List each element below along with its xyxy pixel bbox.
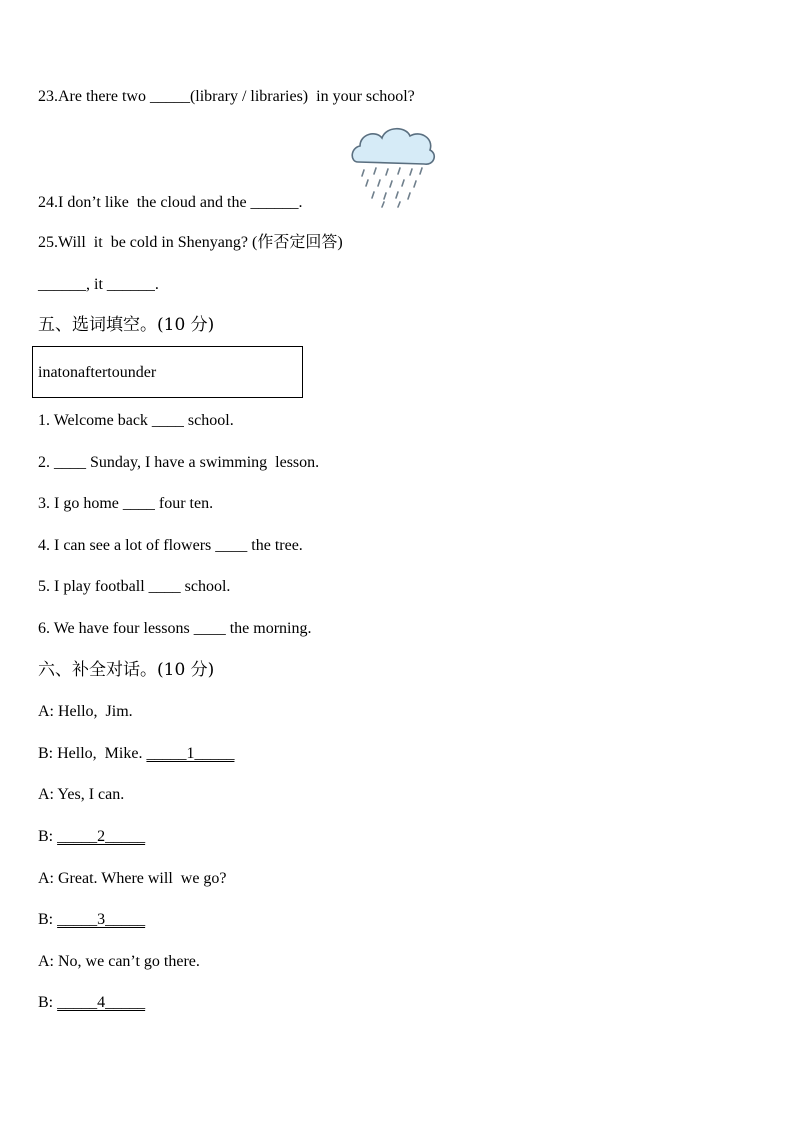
dialogue-line-6: [38, 910, 145, 930]
question-24: 24.I don’t like the cloud and the ______.: [38, 194, 303, 211]
fill-item-3: 3. I go home ____ four ten.: [38, 495, 214, 512]
dialogue-line-2: [38, 744, 234, 764]
dialogue-line-7: A: No, we can’t go there.: [38, 953, 200, 970]
fill-item-5: 5. I play football ____ school.: [38, 578, 231, 595]
dialogue-speaker: B:: [38, 994, 58, 1011]
dialogue-blank-3: _____3_____: [57, 911, 146, 928]
question-23: 23.Are there two _____(library / libraries) in your school?: [38, 88, 415, 105]
rain-cloud-image: [348, 122, 438, 208]
dialogue-speaker: B: Hello, Mike.: [38, 745, 147, 762]
dialogue-line-5: A: Great. Where will we go?: [38, 870, 227, 887]
dialogue-line-1: A: Hello, Jim.: [38, 703, 133, 720]
dialogue-speaker: B:: [38, 911, 58, 928]
section-5-title: 五、选词填空。(10 分): [38, 315, 215, 335]
question-25-answer: ______, it ______.: [38, 276, 159, 293]
dialogue-blank-1: _____1_____: [146, 745, 235, 762]
fill-item-4: 4. I can see a lot of flowers ____ the tree.: [38, 537, 303, 554]
fill-item-6: 6. We have four lessons ____ the morning.: [38, 620, 312, 637]
dialogue-line-3: A: Yes, I can.: [38, 786, 125, 803]
fill-item-1: 1. Welcome back ____ school.: [38, 412, 234, 429]
dialogue-line-8: [38, 993, 145, 1013]
question-25: 25.Will it be cold in Shenyang? (作否定回答): [38, 234, 343, 251]
dialogue-speaker: B:: [38, 828, 58, 845]
section-6-title: 六、补全对话。(10 分): [38, 660, 215, 680]
word-bank-box: [32, 346, 303, 398]
fill-item-2: 2. ____ Sunday, I have a swimming lesson.: [38, 454, 320, 471]
word-bank: inatonaftertounder: [38, 364, 157, 381]
dialogue-blank-2: _____2_____: [57, 828, 146, 845]
dialogue-blank-4: _____4_____: [57, 994, 146, 1011]
dialogue-line-4: [38, 827, 145, 847]
